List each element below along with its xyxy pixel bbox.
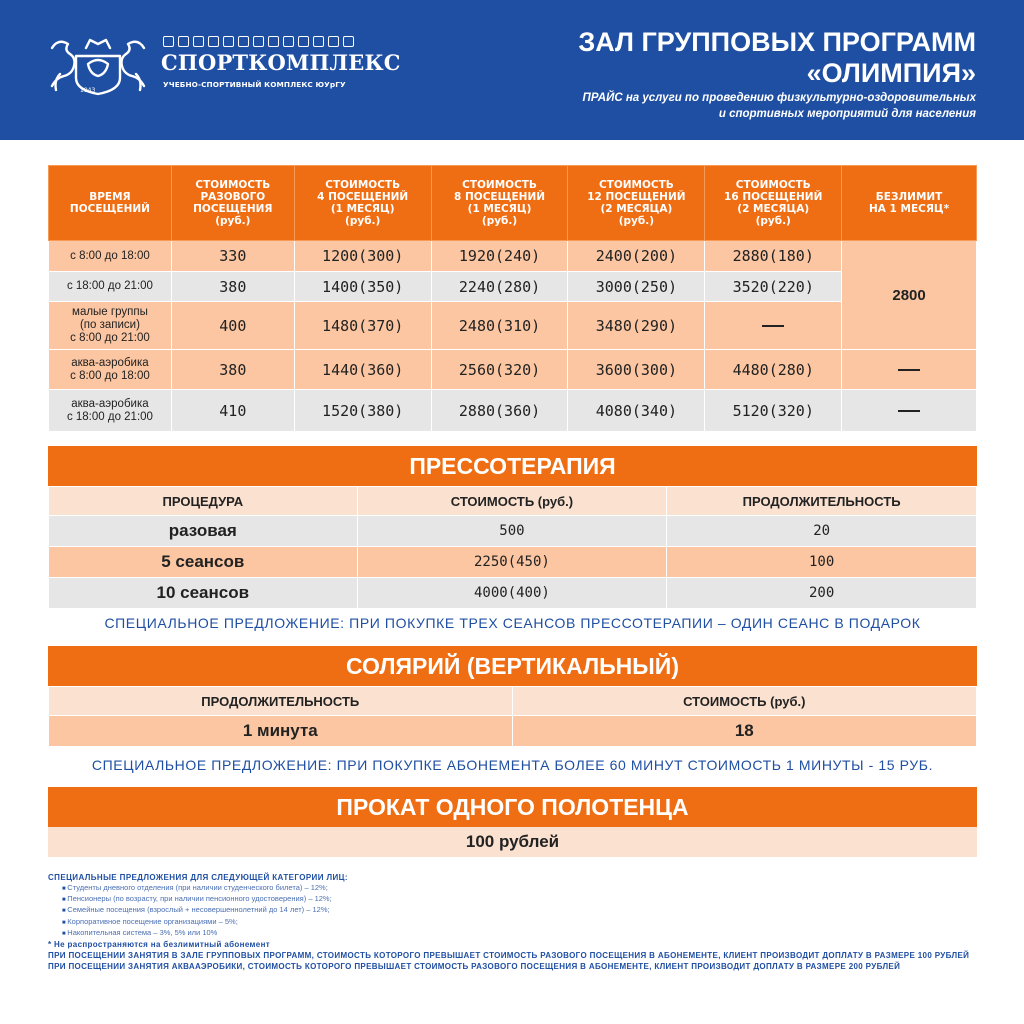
time-cell: с 18:00 до 21:00 bbox=[49, 272, 172, 302]
price-cell: 2240(280) bbox=[431, 272, 568, 302]
price-cell: 4480(280) bbox=[705, 350, 842, 390]
price-cell: 4080(340) bbox=[568, 390, 705, 432]
price-cell: 330 bbox=[171, 241, 294, 272]
table-row bbox=[49, 302, 977, 350]
list-item: ■ Пенсионеры (по возрасту, при наличии пенсионного удостоверения) – 12%; bbox=[62, 894, 978, 905]
table-row bbox=[49, 390, 977, 432]
pressotherapy-offer: СПЕЦИАЛЬНОЕ ПРЕДЛОЖЕНИЕ: ПРИ ПОКУПКЕ ТРЕХ СЕАНСОВ ПРЕССОТЕРАПИИ – ОДИН СЕАНС В ПОДАРОК bbox=[104, 615, 921, 631]
sport-icon bbox=[268, 36, 279, 47]
procedure-cell: 10 сеансов bbox=[49, 578, 358, 609]
table-row bbox=[49, 547, 977, 578]
column-header: СТОИМОСТЬ (руб.) bbox=[357, 487, 667, 516]
page-title-line: «ОЛИМПИЯ» bbox=[806, 58, 976, 88]
time-cell: аква-аэробика с 8:00 до 18:00 bbox=[49, 350, 172, 390]
price-cell: 400 bbox=[171, 302, 294, 350]
page-title bbox=[578, 27, 976, 89]
sport-icon bbox=[178, 36, 189, 47]
price-cell: 1200(300) bbox=[294, 241, 431, 272]
table-row bbox=[49, 350, 977, 390]
unlimited-price-cell: 2800 bbox=[842, 241, 977, 350]
coat-of-arms-logo-icon bbox=[46, 34, 150, 96]
pressotherapy-title: ПРЕССОТЕРАПИЯ bbox=[48, 446, 977, 486]
list-item: ■ Семейные посещения (взрослый + несовершеннолетний до 14 лет) – 12%; bbox=[62, 905, 978, 916]
price-cell: 2480(310) bbox=[431, 302, 568, 350]
column-header: ПРОЦЕДУРА bbox=[49, 487, 358, 516]
list-item: ■ Корпоративное посещение организациями – 5%; bbox=[62, 917, 978, 928]
sport-icon bbox=[283, 36, 294, 47]
sport-pictograms bbox=[163, 36, 354, 47]
time-cell: малые группы (по записи) с 8:00 до 21:00 bbox=[49, 302, 172, 350]
duration-cell: 20 bbox=[667, 516, 977, 547]
price-cell: 18 bbox=[512, 716, 976, 747]
discount-list bbox=[62, 883, 978, 939]
procedure-cell: разовая bbox=[49, 516, 358, 547]
pressotherapy-table bbox=[48, 486, 977, 609]
not-available-dash bbox=[898, 369, 920, 372]
unlimited-cell bbox=[842, 350, 977, 390]
column-header: СТОИМОСТЬ (руб.) bbox=[512, 687, 976, 716]
procedure-cell: 5 сеансов bbox=[49, 547, 358, 578]
table-header-row bbox=[49, 487, 977, 516]
surcharge-rule: ПРИ ПОСЕЩЕНИИ ЗАНЯТИЯ АКВААЭРОБИКИ, СТОИМОСТЬ КОТОРОГО ПРЕВЫШАЕТ СТОИМОСТЬ РАЗОВОГО ПОСЕЩЕНИЯ В АБОНЕМЕНТЕ, КЛИЕНТ ПРОИЗВОДИТ ДОПЛАТУ В РАЗМЕРЕ 200 РУБЛЕЙ bbox=[48, 962, 901, 972]
logo-subtitle: УЧЕБНО-СПОРТИВНЫЙ КОМПЛЕКС ЮУрГУ bbox=[163, 80, 346, 89]
price-cell: 1400(350) bbox=[294, 272, 431, 302]
sport-icon bbox=[163, 36, 174, 47]
page-title-line: ЗАЛ ГРУППОВЫХ ПРОГРАММ bbox=[578, 27, 976, 57]
price-cell: 2880(360) bbox=[431, 390, 568, 432]
price-cell: 1920(240) bbox=[431, 241, 568, 272]
duration-cell: 100 bbox=[667, 547, 977, 578]
sport-icon bbox=[343, 36, 354, 47]
logo-year: 1943 bbox=[80, 87, 96, 94]
sport-icon bbox=[238, 36, 249, 47]
time-cell: с 8:00 до 18:00 bbox=[49, 241, 172, 272]
price-cell: 2560(320) bbox=[431, 350, 568, 390]
column-header: СТОИМОСТЬ РАЗОВОГО ПОСЕЩЕНИЯ (руб.) bbox=[171, 166, 294, 241]
price-cell: 5120(320) bbox=[705, 390, 842, 432]
table-header-row bbox=[49, 687, 977, 716]
header-banner bbox=[0, 0, 1024, 140]
group-programs-table bbox=[48, 165, 977, 432]
time-cell: аква-аэробика с 18:00 до 21:00 bbox=[49, 390, 172, 432]
sport-icon bbox=[193, 36, 204, 47]
price-cell: 3600(300) bbox=[568, 350, 705, 390]
price-cell: 1520(380) bbox=[294, 390, 431, 432]
table-row bbox=[49, 241, 977, 272]
solarium-table bbox=[48, 686, 977, 747]
solarium-title: СОЛЯРИЙ (ВЕРТИКАЛЬНЫЙ) bbox=[48, 646, 977, 686]
column-header: БЕЗЛИМИТ НА 1 МЕСЯЦ* bbox=[842, 166, 977, 241]
table-row bbox=[49, 716, 977, 747]
price-cell: 4000(400) bbox=[357, 578, 667, 609]
logo-name: СПОРТКОМПЛЕКС bbox=[161, 50, 401, 75]
sport-icon bbox=[253, 36, 264, 47]
table-row bbox=[49, 578, 977, 609]
table-row bbox=[49, 272, 977, 302]
page-subtitle-line: и спортивных мероприятий для населения bbox=[718, 108, 976, 120]
price-cell: 410 bbox=[171, 390, 294, 432]
not-available-dash bbox=[898, 410, 920, 413]
price-cell: 3480(290) bbox=[568, 302, 705, 350]
sport-icon bbox=[208, 36, 219, 47]
price-cell: 1480(370) bbox=[294, 302, 431, 350]
sport-icon bbox=[313, 36, 324, 47]
footnotes bbox=[48, 872, 978, 972]
price-cell: 3520(220) bbox=[705, 272, 842, 302]
column-header: ПРОДОЛЖИТЕЛЬНОСТЬ bbox=[49, 687, 513, 716]
column-header: СТОИМОСТЬ 12 ПОСЕЩЕНИЙ (2 МЕСЯЦА) (руб.) bbox=[568, 166, 705, 241]
sport-icon bbox=[223, 36, 234, 47]
price-cell: 2250(450) bbox=[357, 547, 667, 578]
price-cell: 1440(360) bbox=[294, 350, 431, 390]
table-row bbox=[49, 516, 977, 547]
table-header-row bbox=[49, 166, 977, 241]
duration-cell: 200 bbox=[667, 578, 977, 609]
list-item: ■ Накопительная система – 3%, 5% или 10% bbox=[62, 928, 978, 939]
sport-icon bbox=[328, 36, 339, 47]
price-cell: 380 bbox=[171, 350, 294, 390]
price-cell: 3000(250) bbox=[568, 272, 705, 302]
column-header: СТОИМОСТЬ 8 ПОСЕЩЕНИЙ (1 МЕСЯЦ) (руб.) bbox=[431, 166, 568, 241]
price-cell: 500 bbox=[357, 516, 667, 547]
price-cell bbox=[705, 302, 842, 350]
list-item: ■ Студенты дневного отделения (при наличии студенческого билета) – 12%; bbox=[62, 883, 978, 894]
duration-cell: 1 минута bbox=[49, 716, 513, 747]
footnote-asterisk: * Не распространяются на безлимитный абонемент bbox=[48, 940, 271, 950]
column-header: СТОИМОСТЬ 16 ПОСЕЩЕНИЙ (2 МЕСЯЦА) (руб.) bbox=[705, 166, 842, 241]
page-subtitle bbox=[516, 90, 976, 122]
solarium-offer: СПЕЦИАЛЬНОЕ ПРЕДЛОЖЕНИЕ: ПРИ ПОКУПКЕ АБОНЕМЕНТА БОЛЕЕ 60 МИНУТ СТОИМОСТЬ 1 МИНУТЫ - 15 РУБ. bbox=[91, 757, 934, 773]
towel-price: 100 рублей bbox=[48, 827, 977, 857]
column-header: ПРОДОЛЖИТЕЛЬНОСТЬ bbox=[667, 487, 977, 516]
price-cell: 2400(200) bbox=[568, 241, 705, 272]
surcharge-rule: ПРИ ПОСЕЩЕНИИ ЗАНЯТИЯ В ЗАЛЕ ГРУППОВЫХ ПРОГРАММ, СТОИМОСТЬ КОТОРОГО ПРЕВЫШАЕТ СТОИМОСТЬ РАЗОВОГО ПОСЕЩЕНИЯ В АБОНЕМЕНТЕ, КЛИЕНТ ПРОИЗВОДИТ ДОПЛАТУ В РАЗМЕРЕ 100 РУБЛЕЙ bbox=[48, 951, 970, 961]
price-cell: 380 bbox=[171, 272, 294, 302]
column-header: СТОИМОСТЬ 4 ПОСЕЩЕНИЙ (1 МЕСЯЦ) (руб.) bbox=[294, 166, 431, 241]
price-cell: 2880(180) bbox=[705, 241, 842, 272]
unlimited-cell bbox=[842, 390, 977, 432]
column-header: ВРЕМЯ ПОСЕЩЕНИЙ bbox=[49, 166, 172, 241]
not-available-dash bbox=[762, 325, 784, 328]
notes-title: СПЕЦИАЛЬНЫЕ ПРЕДЛОЖЕНИЯ ДЛЯ СЛЕДУЮЩЕЙ КАТЕГОРИИ ЛИЦ: bbox=[48, 873, 348, 882]
page-subtitle-line: ПРАЙС на услуги по проведению физкультурно-оздоровительных bbox=[582, 92, 976, 104]
sport-icon bbox=[298, 36, 309, 47]
towel-title: ПРОКАТ ОДНОГО ПОЛОТЕНЦА bbox=[48, 787, 977, 827]
